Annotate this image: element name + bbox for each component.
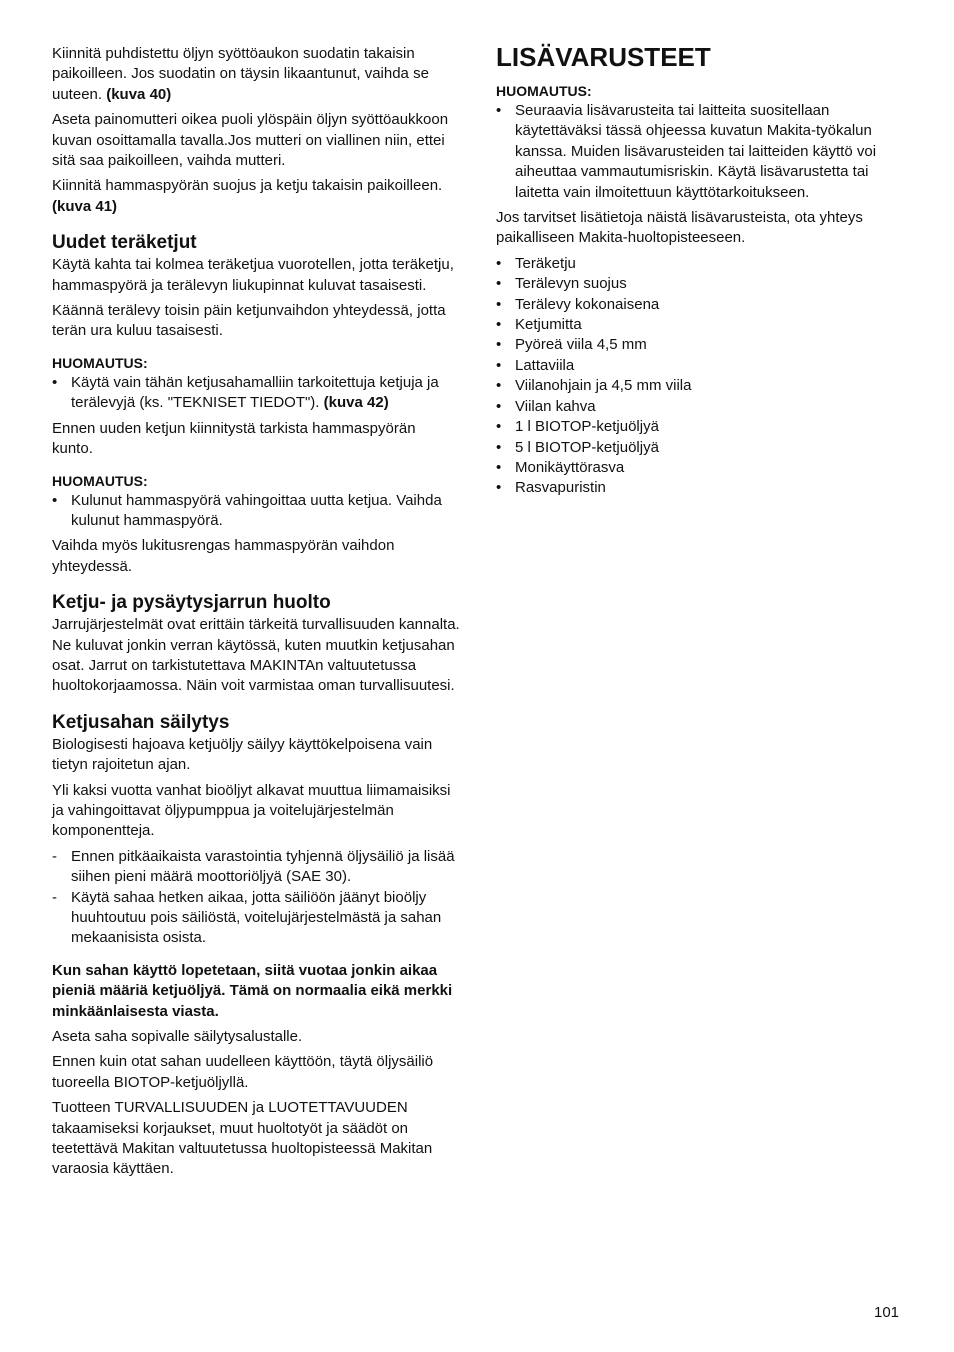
bullet-marker: • — [52, 491, 58, 509]
note-label: HUOMAUTUS: — [52, 472, 148, 489]
paragraph: Tuotteen TURVALLISUUDEN ja LUOTETTAVUUDEN takaamiseksi korjaukset, muut huoltotyöt ja säädöt on teetettävä Makitan valtuutetussa huoltopisteessä Makitan varaosia käyttäen. — [52, 1099, 433, 1178]
accessory-item: • Pyöreä viila 4,5 mm — [496, 335, 906, 355]
accessory-item: • 5 l BIOTOP-ketjuöljyä — [496, 438, 906, 458]
paragraph: Jos tarvitset lisätietoja näistä lisävarusteista, ota yhteys paikalliseen Makita-huoltopisteeseen. — [496, 209, 863, 247]
accessory-item: • Viilanohjain ja 4,5 mm viila — [496, 376, 906, 396]
paragraph-sprocket-cover: Kiinnitä hammaspyörän suojus ja ketju takaisin paikoilleen. (kuva 41) — [52, 177, 443, 215]
list-item: - Ennen pitkäaikaista varastointia tyhjennä öljysäiliö ja lisää siihen pieni määrä moottoriöljyä (SAE 30). — [52, 847, 455, 886]
paragraph: Ennen kuin otat sahan uudelleen käyttöön, täytä öljysäiliö tuoreella BIOTOP-ketjuöljyllä. — [52, 1053, 434, 1091]
accessory-item: • Terälevy kokonaisena — [496, 295, 906, 315]
list-item: • Käytä vain tähän ketjusahamalliin tarkoitettuja ketjuja ja terälevyjä (ks. "TEKNISET TIEDOT"). (kuva 42) — [52, 373, 439, 412]
bullet-marker: • — [496, 295, 502, 313]
accessory-list — [496, 254, 906, 499]
figure-ref: (kuva 42) — [323, 394, 389, 412]
note-list — [52, 491, 460, 532]
list-item: • Kulunut hammaspyörä vahingoittaa uutta ketjua. Vaihda kulunut hammaspyörä. — [52, 491, 442, 529]
paragraph: Ennen uuden ketjun kiinnitystä tarkista hammaspyörän kunto. — [52, 419, 416, 458]
paragraph: Aseta saha sopivalle säilytysalustalle. — [52, 1028, 303, 1046]
heading-accessories: LISÄVARUSTEET — [496, 42, 711, 72]
bold-paragraph: Kun sahan käyttö lopetetaan, siitä vuotaa jonkin aikaa pieniä määriä ketjuöljyä. Tämä on normaalia eikä merkki minkäänlaisesta viasta. — [52, 961, 453, 1020]
bullet-marker: • — [496, 479, 502, 497]
bullet-marker: • — [496, 254, 502, 272]
bullet-marker: • — [496, 397, 502, 415]
bullet-marker: • — [496, 418, 502, 436]
bullet-marker: • — [496, 316, 502, 334]
accessory-item: • 1 l BIOTOP-ketjuöljyä — [496, 417, 906, 437]
heading-storage: Ketjusahan säilytys — [52, 711, 230, 733]
note-list — [52, 373, 460, 414]
dash-marker: - — [52, 847, 57, 865]
paragraph: Biologisesti hajoava ketjuöljy säilyy käyttökelpoisena vain tietyn rajoitetun ajan. — [52, 735, 433, 774]
accessory-item: • Monikäyttörasva — [496, 458, 906, 478]
bullet-marker: • — [496, 356, 502, 374]
note-label: HUOMAUTUS: — [496, 83, 592, 99]
accessory-item: • Lattaviila — [496, 356, 906, 376]
list-item: • Seuraavia lisävarusteita tai laitteita suositellaan käytettäväksi tässä ohjeessa kuvatun Makita-työkalun kanssa. Muiden lisävarusteiden tai laitteiden käyttö voi aiheuttaa vammautumisriskin. Käytä lisävarustetta tai laitetta vain ilmoitettuun käyttötarkoitukseen. — [496, 102, 877, 201]
paragraph-filter: Kiinnitä puhdistettu öljyn syöttöaukon suodatin takaisin paikoilleen. Jos suodatin on täysin likaantunut, vaihda se uuteen. (kuva 40) — [52, 45, 429, 103]
bullet-marker: • — [496, 438, 502, 456]
heading-brake-service: Ketju- ja pysäytysjarrun huolto — [52, 592, 331, 614]
left-column — [52, 44, 460, 1185]
dash-list — [52, 847, 460, 949]
right-column — [496, 42, 906, 504]
paragraph: Käännä terälevy toisin päin ketjunvaihdon yhteydessä, jotta terän ura kuluu tasaisesti. — [52, 302, 446, 340]
figure-ref: (kuva 41) — [52, 197, 118, 215]
accessory-item: • Ketjumitta — [496, 315, 906, 335]
accessory-item: • Rasvapuristin — [496, 478, 906, 498]
bullet-marker: • — [496, 102, 502, 119]
accessory-item: • Terälevyn suojus — [496, 274, 906, 294]
note-list — [496, 101, 906, 203]
paragraph: Vaihda myös lukitusrengas hammaspyörän vaihdon yhteydessä. — [52, 537, 395, 575]
accessory-item: • Viilan kahva — [496, 397, 906, 417]
bullet-marker: • — [496, 275, 502, 293]
heading-new-chains: Uudet teräketjut — [52, 232, 197, 254]
note-label: HUOMAUTUS: — [52, 354, 148, 371]
dash-marker: - — [52, 888, 57, 906]
accessory-item: • Teräketju — [496, 254, 906, 274]
paragraph: Jarrujärjestelmät ovat erittäin tärkeitä turvallisuuden kannalta. Ne kuluvat jonkin verran käytössä, kuten muutkin ketjusahan osat. Jarrut on tarkistutettava MAKINTAn valtuutetussa huoltokorjaamossa. Näin voit varmistaa oman turvallisuutesi. — [52, 616, 460, 695]
figure-ref: (kuva 40) — [106, 85, 172, 103]
list-item: - Käytä sahaa hetken aikaa, jotta säiliöön jäänyt bioöljy huuhtoutuu pois säiliöstä, voitelujärjestelmästä ja sahan mekaanisista osista. — [52, 888, 442, 947]
paragraph-nut: Aseta painomutteri oikea puoli ylöspäin öljyn syöttöaukkoon kuvan osoittamalla tavalla.Jos mutteri on viallinen niin, ettei sitä saa paikoilleen, vaihda mutteri. — [52, 111, 449, 170]
bullet-marker: • — [496, 458, 502, 476]
bullet-marker: • — [496, 336, 502, 354]
bullet-marker: • — [52, 373, 58, 391]
bullet-marker: • — [496, 377, 502, 395]
paragraph: Käytä kahta tai kolmea teräketjua vuorotellen, jotta teräketju, hammaspyörä ja terälevyn liukupinnat kuluvat tasaisesti. — [52, 256, 454, 294]
page-number: 101 — [874, 1304, 900, 1321]
paragraph: Yli kaksi vuotta vanhat bioöljyt alkavat muuttua liimamaisiksi ja vahingoittavat öljypumppua ja voitelujärjestelmän komponentteja. — [52, 781, 451, 840]
